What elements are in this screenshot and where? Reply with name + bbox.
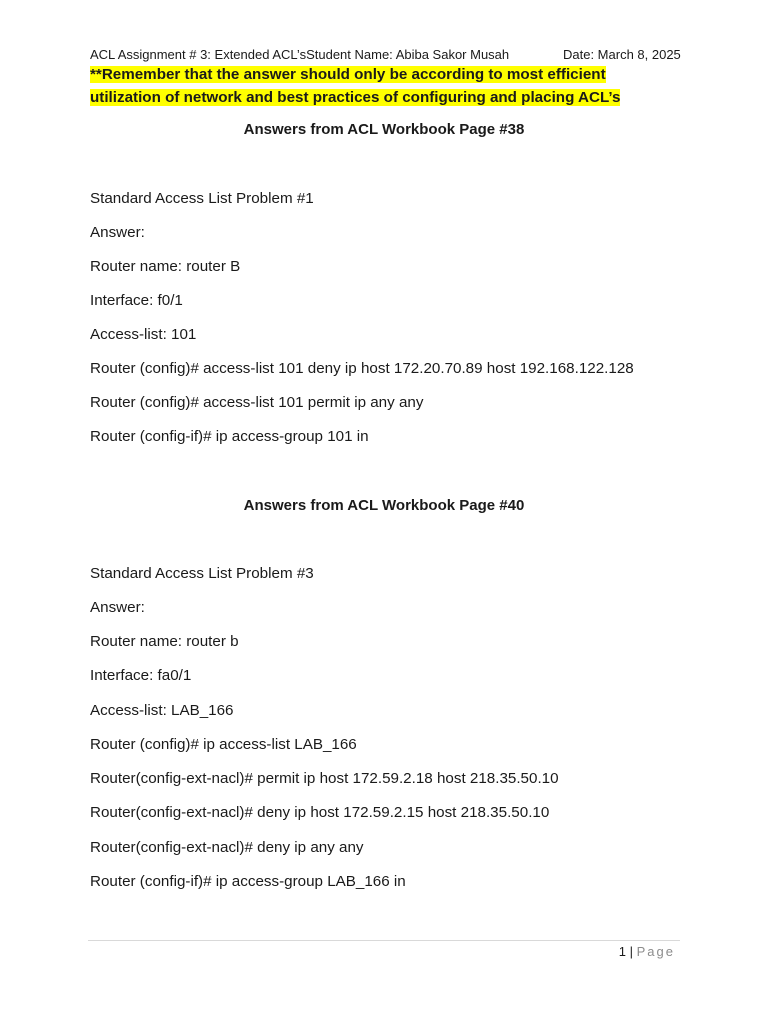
page-label: Page <box>636 944 675 959</box>
section1-line: Router (config)# access-list 101 permit ip any any <box>90 394 424 411</box>
page-header <box>90 45 680 65</box>
page-separator: | <box>629 944 633 959</box>
section1-line: Interface: f0/1 <box>90 292 183 309</box>
section-title-page-40: Answers from ACL Workbook Page #40 <box>243 497 525 514</box>
section2-line: Access-list: LAB_166 <box>90 702 234 719</box>
section1-line: Router (config-if)# ip access-group 101 in <box>90 428 369 445</box>
section2-line: Router(config-ext-nacl)# deny ip any any <box>90 839 364 856</box>
page-number: 1 <box>618 944 626 959</box>
section2-line: Router name: router b <box>90 633 239 650</box>
section1-line: Standard Access List Problem #1 <box>90 190 314 207</box>
highlighted-notice <box>90 63 690 109</box>
section2-line: Router(config-ext-nacl)# permit ip host 172.59.2.18 host 218.35.50.10 <box>90 770 559 787</box>
page-footer <box>619 942 675 962</box>
section-title-page-38: Answers from ACL Workbook Page #38 <box>243 121 525 138</box>
header-date: Date: March 8, 2025 <box>563 47 681 62</box>
section1-line: Answer: <box>90 224 145 241</box>
section2-line: Answer: <box>90 599 145 616</box>
section2-line: Standard Access List Problem #3 <box>90 565 314 582</box>
section2-line: Router(config-ext-nacl)# deny ip host 172.59.2.15 host 218.35.50.10 <box>90 804 550 821</box>
header-title: ACL Assignment # 3: Extended ACL’sStudent Name: Abiba Sakor Musah <box>90 47 510 62</box>
notice-line-2: utilization of network and best practices of configuring and placing ACL’s <box>90 89 621 106</box>
section2-line: Router (config)# ip access-list LAB_166 <box>90 736 357 753</box>
section1-line: Router name: router B <box>90 258 241 275</box>
section2-line: Router (config-if)# ip access-group LAB_166 in <box>90 873 406 890</box>
notice-line-1: **Remember that the answer should only be according to most efficient <box>90 66 606 83</box>
section2-line: Interface: fa0/1 <box>90 667 192 684</box>
footer-divider <box>88 940 680 941</box>
section1-line: Router (config)# access-list 101 deny ip host 172.20.70.89 host 192.168.122.128 <box>90 360 634 377</box>
section1-line: Access-list: 101 <box>90 326 197 343</box>
